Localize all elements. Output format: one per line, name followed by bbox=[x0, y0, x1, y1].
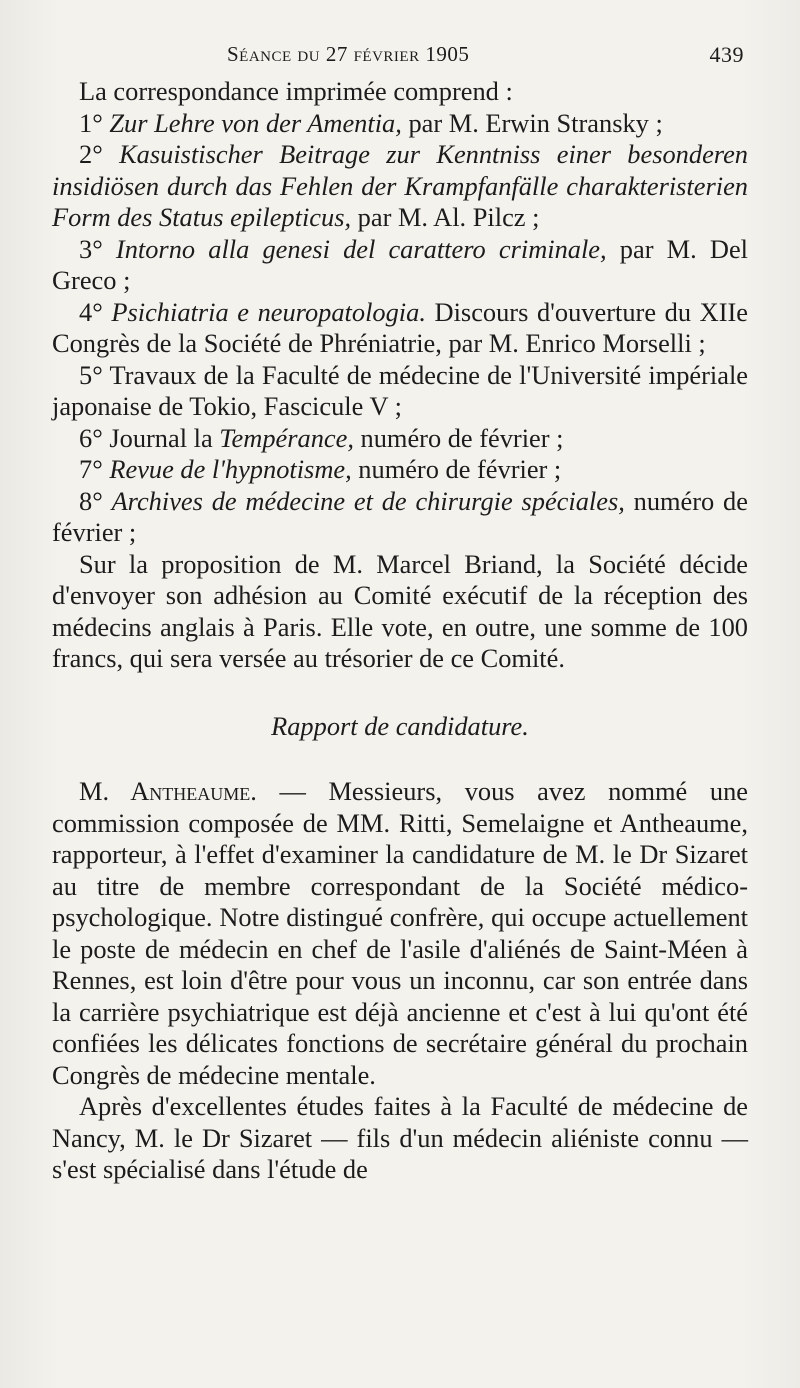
item-title: Zur Lehre von der Amentia, bbox=[109, 107, 402, 138]
item-number: 7° bbox=[79, 454, 103, 484]
item-author: par M. Erwin Stransky ; bbox=[401, 107, 663, 138]
item-number: 6° bbox=[79, 422, 103, 453]
list-item bbox=[52, 139, 748, 234]
proposition-paragraph: Sur la proposition de M. Marcel Briand, la Société décide d'envoyer son adhésion au Comité exécutif de la réception des médecins anglais à Paris. Elle vote, en outre, une somme de 100 francs, qui sera versée au trésorier de ce Comité. bbox=[52, 548, 748, 673]
item-author: par M. Del Greco ; bbox=[52, 233, 748, 295]
list-item bbox=[52, 297, 748, 360]
item-number: 8° bbox=[79, 485, 103, 516]
list-item bbox=[52, 454, 748, 486]
final-paragraph: Après d'excellentes études faites à la Faculté de médecine de Nancy, M. le Dr Sizaret — fils d'un médecin aliéniste connu — s'est spécialisé dans l'étude de bbox=[52, 1091, 748, 1184]
item-title: Kasuistischer Beitrage zur Kenntniss einer besonderen insidiösen durch das Fehlen der Krampfanfälle charakteristerien Form des Status epilepticus, bbox=[52, 139, 748, 232]
item-author: par M. Al. Pilcz ; bbox=[351, 202, 540, 232]
item-title: Tempérance, bbox=[219, 422, 354, 453]
item-title: Intorno alla genesi del carattero criminale, bbox=[115, 233, 607, 264]
list-item bbox=[52, 486, 748, 549]
item-number: 1° bbox=[79, 107, 103, 138]
item-author: numéro de février ; bbox=[353, 422, 564, 453]
report-text: — Messieurs, vous avez nommé une commission composée de MM. Ritti, Semelaigne et Antheaume, rapporteur, à l'effet d'examiner la candidature de M. le Dr Sizaret au titre de membre correspondant de la Société médico-psychologique. Notre distingué confrère, qui occupe actuellement le poste de médecin en chef de l'asile d'aliénés de Saint-Méen à Rennes, est loin d'être pour vous un inconnu, car son entrée dans la carrière psychiatrique est déjà ancienne et c'est à lui qu'ont été confiées les délicates fonctions de secrétaire général du prochain Congrès de médecine mentale. bbox=[52, 776, 748, 1090]
body-text bbox=[52, 76, 748, 1186]
running-title: Séance du 27 février 1905 bbox=[227, 42, 470, 66]
intro-paragraph: La correspondance imprimée comprend : bbox=[79, 76, 513, 106]
list-item bbox=[52, 423, 748, 455]
page-header bbox=[52, 34, 748, 76]
item-number: 4° bbox=[79, 296, 103, 327]
item-text: Journal la bbox=[109, 422, 220, 453]
speaker-name: M. Antheaume. bbox=[79, 776, 257, 806]
item-number: 5° bbox=[79, 359, 103, 390]
item-number: 2° bbox=[79, 139, 103, 169]
item-number: 3° bbox=[79, 233, 103, 264]
list-item bbox=[52, 360, 748, 423]
item-text: Travaux de la Faculté de médecine de l'Université impériale japonaise de Tokio, Fascicule V ; bbox=[52, 359, 749, 421]
list-item bbox=[52, 234, 748, 297]
item-author: numéro de février ; bbox=[351, 454, 562, 484]
item-title: Archives de médecine et de chirurgie spéciales, bbox=[111, 485, 625, 516]
item-title: Revue de l'hypnotisme, bbox=[109, 454, 352, 484]
item-title: Psichiatria e neuropatologia. bbox=[111, 296, 426, 327]
page-number: 439 bbox=[709, 42, 744, 67]
report-paragraph bbox=[52, 776, 748, 1091]
item-author: Discours d'ouverture du XIIe Congrès de la Société de Phréniatrie, par M. Enrico Morselli ; bbox=[52, 296, 748, 358]
list-item bbox=[52, 108, 748, 140]
item-author: numéro de février ; bbox=[52, 485, 748, 547]
section-heading: Rapport de candidature. bbox=[271, 710, 529, 741]
